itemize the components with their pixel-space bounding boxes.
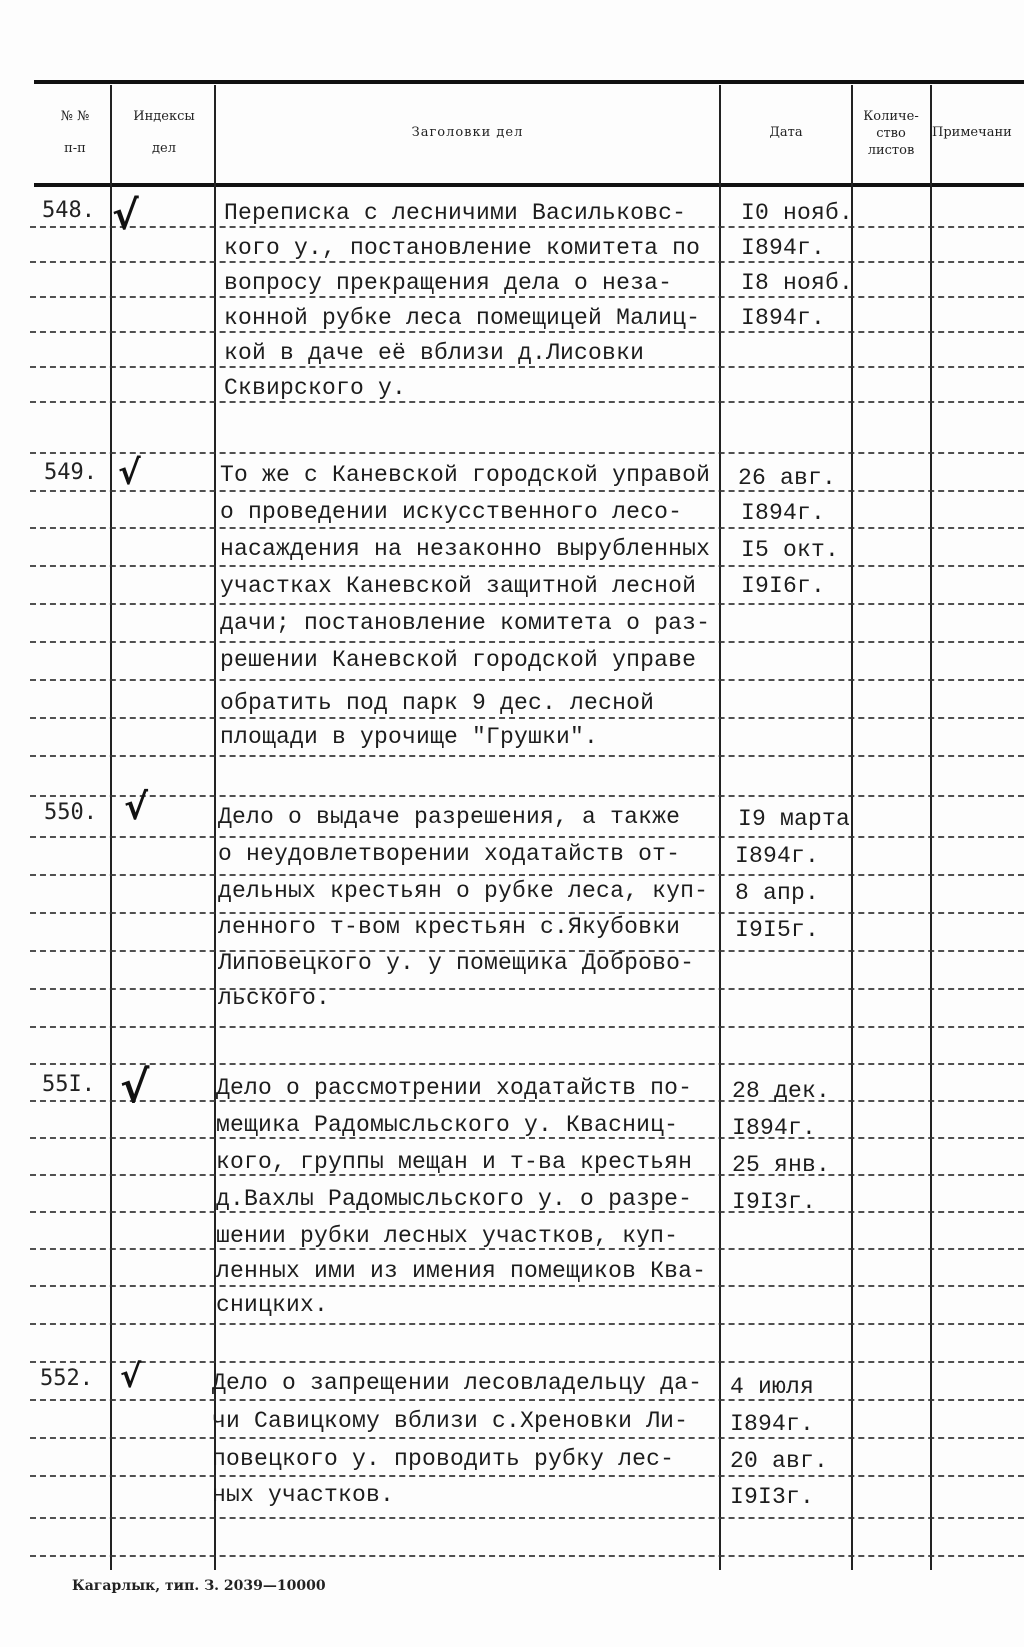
divider-number-index <box>110 85 112 1570</box>
title-line: вопросу прекращения дела о неза- <box>224 270 673 296</box>
entry-number: 549. <box>44 460 97 485</box>
title-line: дельных крестьян о рубке леса, куп- <box>218 878 709 904</box>
title-line: ленных ими из имения помещиков Ква- <box>216 1258 707 1284</box>
title-line: Липовецкого у. у помещика Доброво- <box>218 950 695 976</box>
date-line: 26 авг. <box>738 465 837 491</box>
header-number-label: № № <box>60 109 90 124</box>
title-line: Сквирского у. <box>224 375 407 401</box>
header-number <box>40 108 110 158</box>
divider-sheets-notes <box>930 85 932 1570</box>
title-line: конной рубке леса помещицей Малиц- <box>224 305 701 331</box>
title-line: ных участков. <box>212 1482 395 1508</box>
title-line: Переписка с лесничими Васильковс- <box>224 200 687 226</box>
title-line: кого, группы мещан и т-ва крестьян <box>216 1149 693 1175</box>
header-sheets-label-2: ство <box>876 126 906 141</box>
title-line: сницких. <box>216 1292 329 1318</box>
entry-number: 548. <box>42 198 95 223</box>
date-line: I9I6г. <box>741 573 826 599</box>
title-line: кого у., постановление комитета по <box>224 235 701 261</box>
date-line: I894г. <box>732 1115 817 1141</box>
date-line: I0 нояб. <box>741 200 854 226</box>
title-line: дачи; постановление комитета о раз- <box>220 610 711 636</box>
title-line: участках Каневской защитной лесной <box>220 573 697 599</box>
index-checkmark-icon: √ <box>124 787 149 828</box>
index-checkmark-icon: √ <box>120 1357 142 1395</box>
title-line: чи Савицкому вблизи с.Хреновки Ли- <box>212 1408 689 1434</box>
index-checkmark-icon: √ <box>120 1062 150 1113</box>
header-notes-label: Примечани <box>932 125 1012 140</box>
header-titles-label: Заголовки дел <box>411 125 524 140</box>
title-line: То же с Каневской городской управой <box>220 462 711 488</box>
header-sheets-label-3: листов <box>867 143 915 158</box>
title-line: площади в урочище "Грушки". <box>220 724 599 750</box>
header-index-label: Индексы <box>133 109 195 124</box>
header-date-label: Дата <box>769 125 803 140</box>
title-line: о проведении искусственного лесо- <box>220 499 683 525</box>
title-line: Дело о рассмотрении ходатайств по- <box>216 1075 693 1101</box>
title-line: д.Вахлы Радомысльского у. о разре- <box>216 1186 693 1212</box>
header-index <box>114 108 214 158</box>
date-line: I5 окт. <box>741 537 840 563</box>
index-checkmark-icon: √ <box>118 453 141 493</box>
date-line: I894г. <box>741 305 826 331</box>
header-date <box>721 124 851 142</box>
date-line: I9I3г. <box>732 1189 817 1215</box>
date-line: I894г. <box>735 843 820 869</box>
title-line: льского. <box>218 985 331 1011</box>
entry-number: 550. <box>44 800 97 825</box>
date-line: 28 дек. <box>732 1078 831 1104</box>
title-line: повецкого у. проводить рубку лес- <box>212 1446 675 1472</box>
header-sheets <box>852 108 930 159</box>
title-line: Дело о запрещении лесовладельцу да- <box>212 1370 703 1396</box>
header-notes <box>932 124 1024 142</box>
title-line: насаждения на незаконно вырубленных <box>220 536 711 562</box>
header-bottom-rule <box>34 183 1024 187</box>
date-line: 4 июля <box>730 1374 815 1400</box>
title-line: мещика Радомысльского у. Квасниц- <box>216 1112 679 1138</box>
date-line: 20 авг. <box>730 1448 829 1474</box>
divider-title-date <box>719 85 721 1570</box>
entry-number: 55I. <box>42 1072 95 1097</box>
date-line: I9I3г. <box>730 1484 815 1510</box>
date-line: I9I5г. <box>735 917 820 943</box>
title-line: решении Каневской городской управе <box>220 647 697 673</box>
header-top-rule <box>34 80 1024 84</box>
divider-index-title <box>214 85 216 1570</box>
date-line: I894г. <box>730 1411 815 1437</box>
header-index-sublabel: дел <box>152 141 176 156</box>
header-sheets-label-1: Количе- <box>863 109 919 124</box>
title-line: Дело о выдаче разрешения, а также <box>218 804 681 830</box>
date-line: 25 янв. <box>732 1152 831 1178</box>
header-number-sublabel: п-п <box>64 141 86 156</box>
title-line: ленного т-вом крестьян с.Якубовки <box>218 914 681 940</box>
date-line: I894г. <box>741 500 826 526</box>
printer-imprint: Кагарлык, тип. З. 2039—10000 <box>72 1578 326 1594</box>
header-titles <box>216 124 719 142</box>
date-line: 8 апр. <box>735 880 820 906</box>
title-line: кой в даче её вблизи д.Лисовки <box>224 340 645 366</box>
date-line: I8 нояб. <box>741 270 854 296</box>
entry-number: 552. <box>40 1366 93 1391</box>
date-line: I9 марта <box>738 806 851 832</box>
index-checkmark-icon: √ <box>112 193 139 239</box>
title-line: шении рубки лесных участков, куп- <box>216 1223 679 1249</box>
title-line: обратить под парк 9 дес. лесной <box>220 690 655 716</box>
date-line: I894г. <box>741 235 826 261</box>
title-line: о неудовлетворении ходатайств от- <box>218 841 681 867</box>
divider-date-sheets <box>851 85 853 1570</box>
